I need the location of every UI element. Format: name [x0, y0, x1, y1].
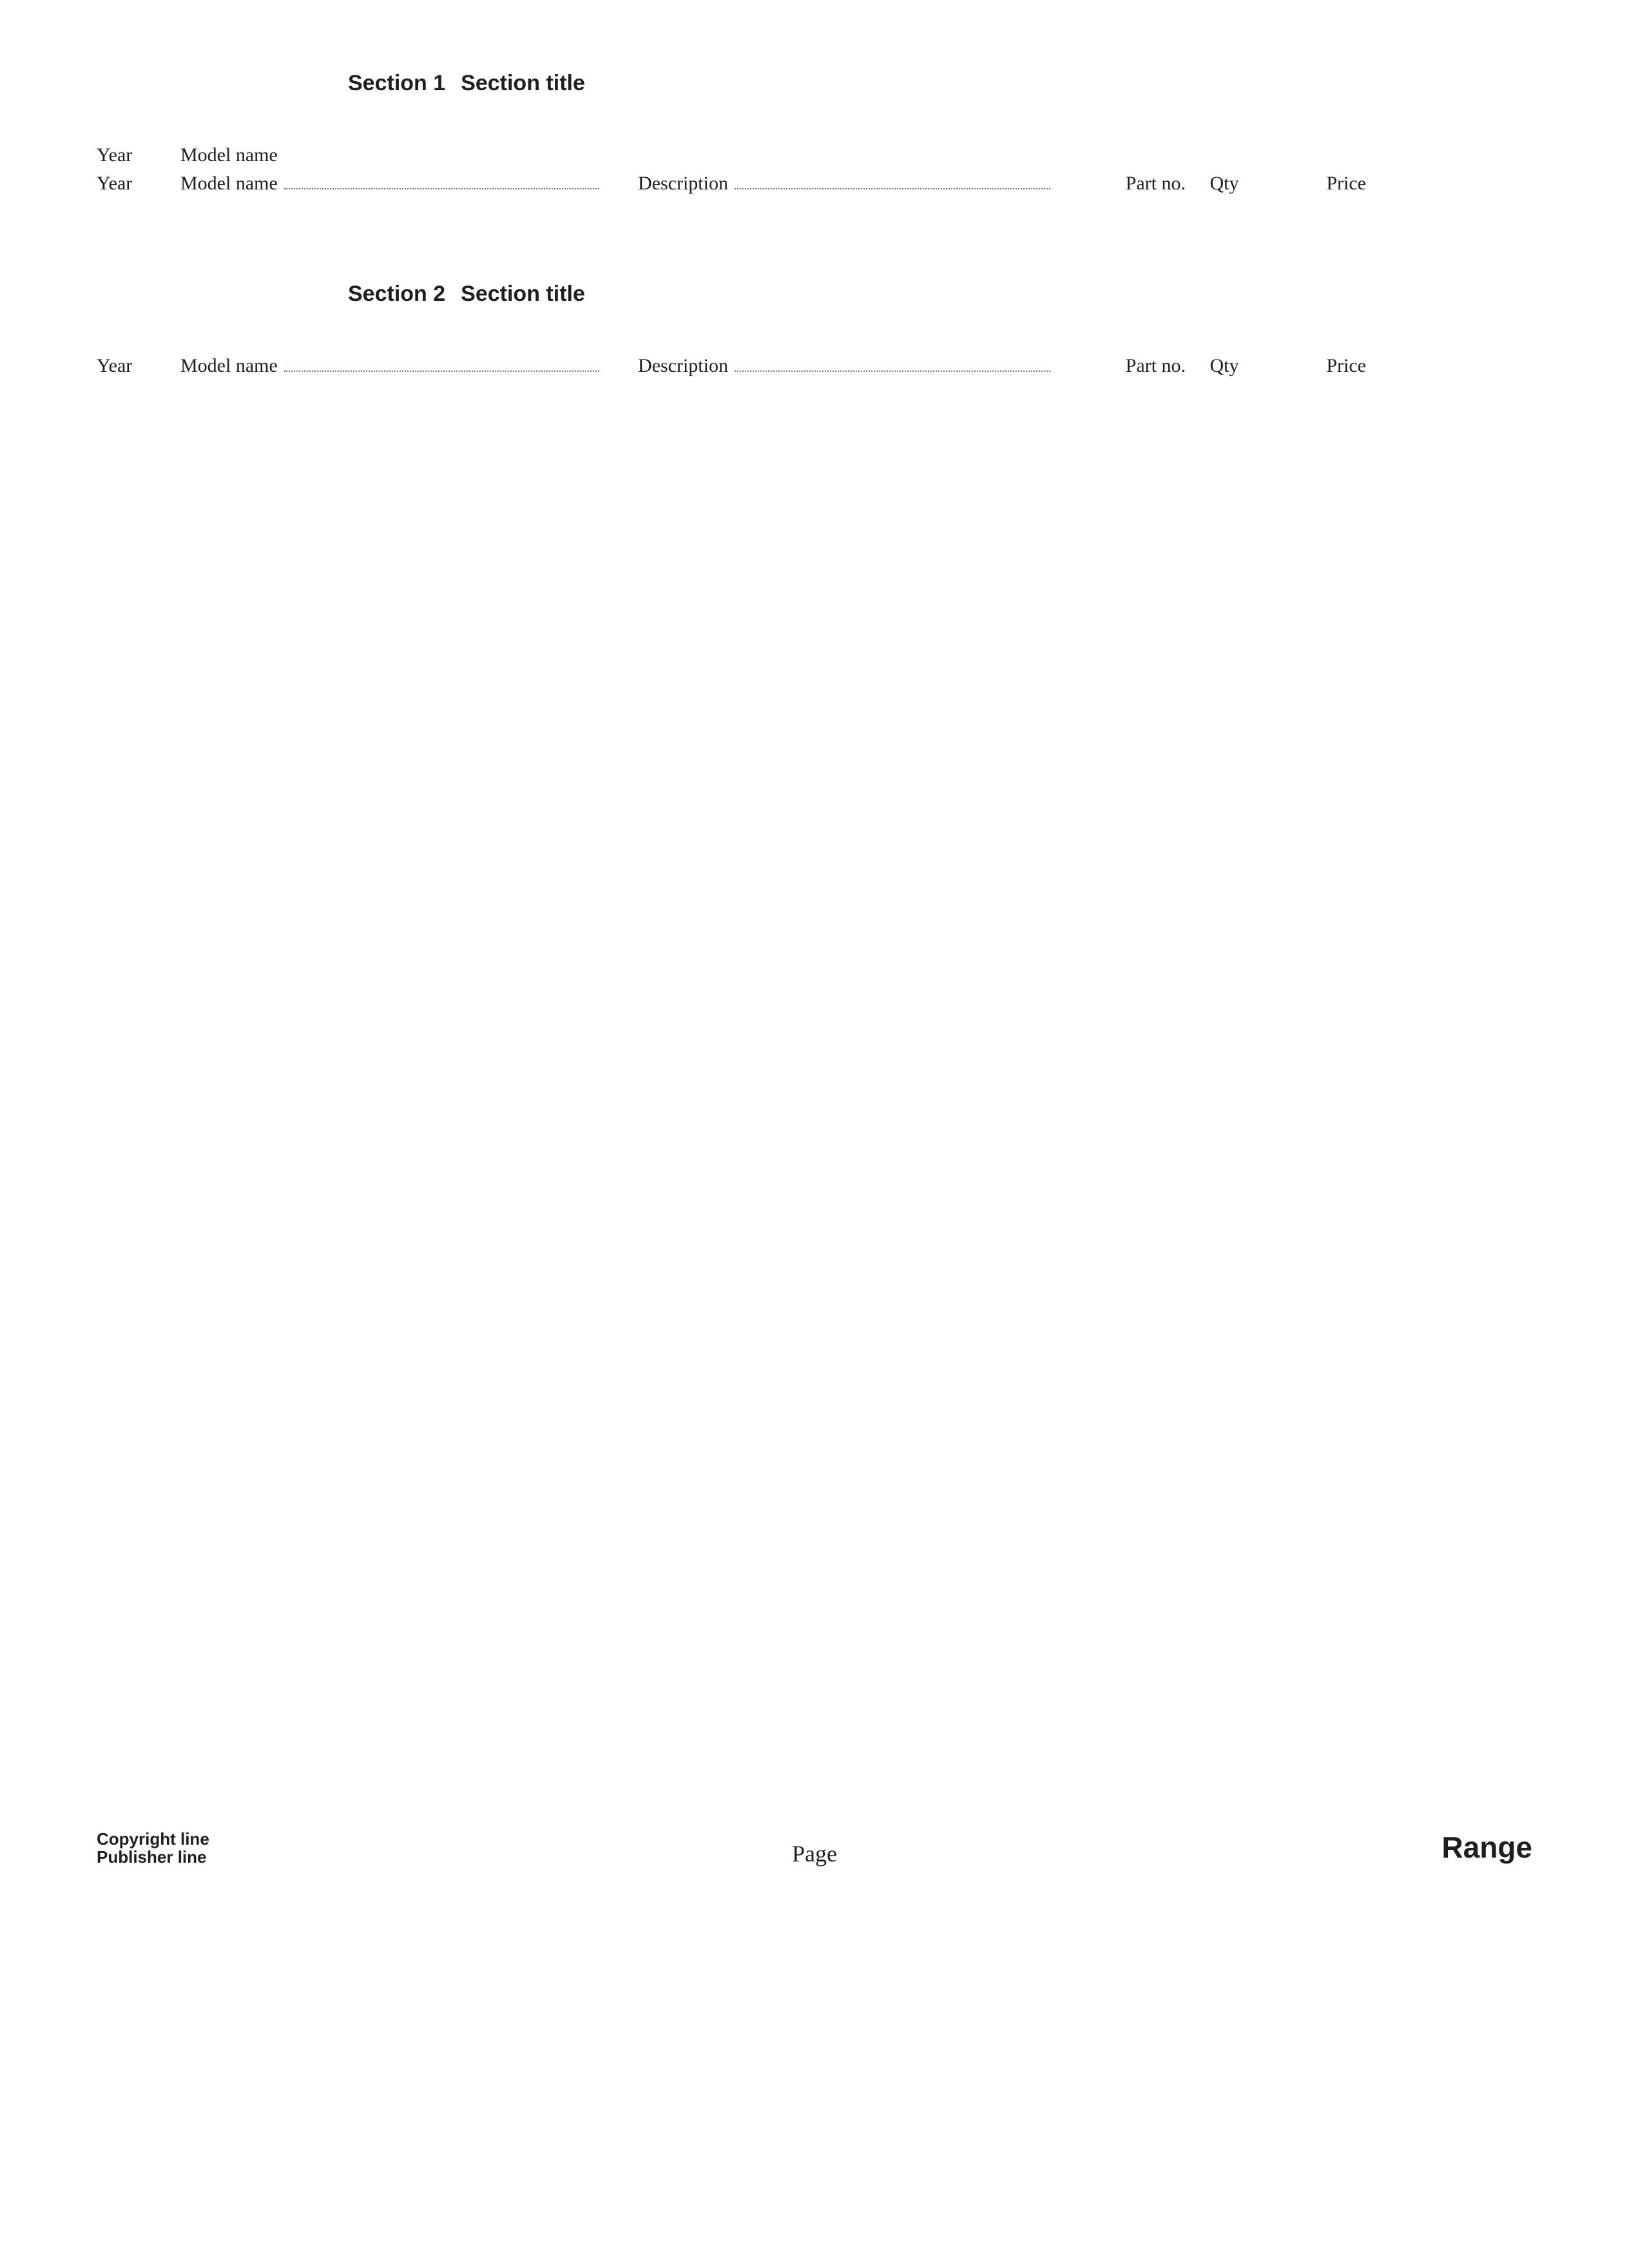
- parts-section: [97, 71, 1532, 198]
- section-title-text: Section title: [461, 71, 585, 95]
- dot-leader: [735, 370, 1050, 372]
- model-text: Model name: [180, 144, 278, 166]
- dot-leader: [284, 370, 599, 372]
- section-heading: [348, 282, 1532, 307]
- price: Price: [1326, 173, 1366, 194]
- quantity: Qty: [1210, 355, 1239, 376]
- year-range: Year: [97, 144, 133, 166]
- table-row: [97, 141, 1532, 169]
- copyright-notice: [97, 1830, 548, 1866]
- dot-leader: [735, 188, 1050, 189]
- section-number: Section 1: [348, 71, 446, 95]
- price: Price: [1326, 355, 1366, 376]
- section-heading: [348, 71, 1532, 96]
- part-number: Part no.: [1125, 355, 1186, 376]
- year-range: Year: [97, 355, 133, 376]
- description-cell: [606, 352, 1057, 380]
- page-footer: [97, 1830, 1532, 1867]
- section-title-text: Section title: [461, 282, 585, 306]
- page-number: Page: [792, 1841, 837, 1867]
- model-cell: [180, 352, 606, 380]
- dot-leader: [284, 188, 599, 189]
- part-number: Part no.: [1125, 173, 1186, 194]
- quantity: Qty: [1210, 173, 1239, 194]
- description-text: Description: [638, 173, 728, 194]
- copyright-line: Copyright line: [97, 1829, 209, 1849]
- table-row: [97, 352, 1532, 380]
- year-range: Year: [97, 173, 133, 194]
- section-range: Range: [1441, 1831, 1532, 1864]
- copyright-line: Publisher line: [97, 1847, 207, 1867]
- description-cell: [606, 169, 1057, 198]
- table-row: [97, 169, 1532, 198]
- model-text: Model name: [180, 355, 278, 376]
- description-text: Description: [638, 355, 728, 376]
- model-text: Model name: [180, 173, 278, 194]
- sections-container: [97, 71, 1532, 380]
- section-number: Section 2: [348, 282, 446, 306]
- parts-section: [97, 282, 1532, 380]
- model-cell: [180, 141, 606, 169]
- model-cell: [180, 169, 606, 198]
